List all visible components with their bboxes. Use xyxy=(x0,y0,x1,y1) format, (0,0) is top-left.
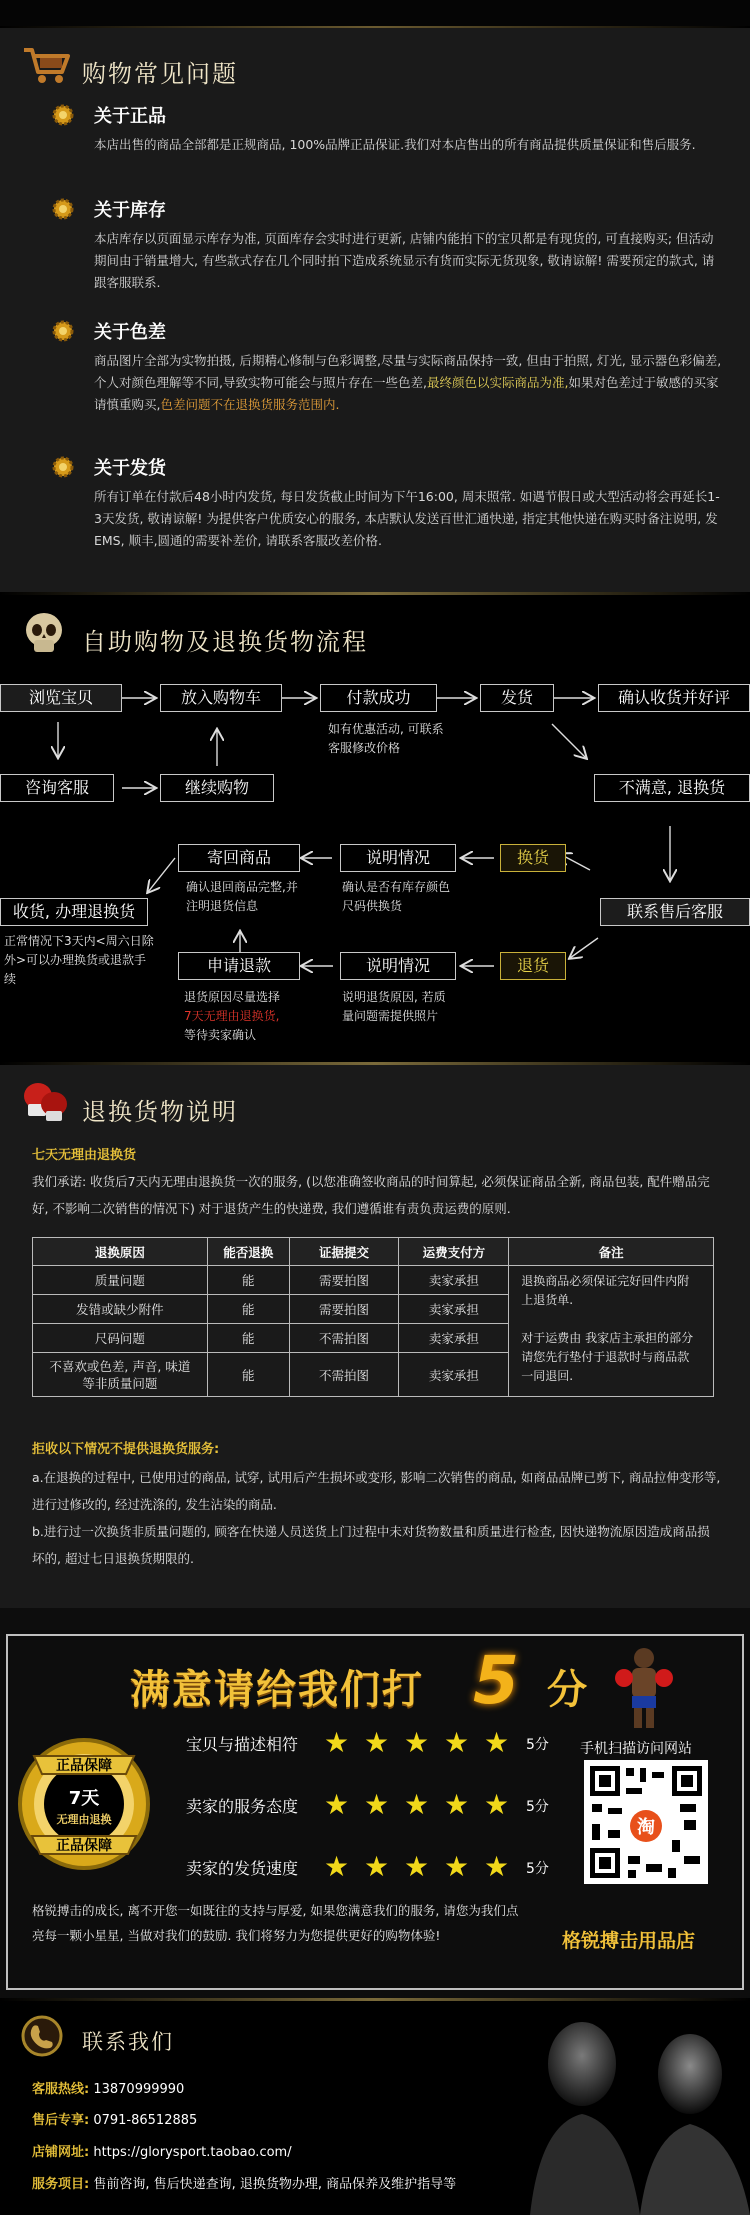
step-explain-refund: 说明情况 xyxy=(340,952,456,980)
step-continue: 继续购物 xyxy=(160,774,274,802)
step-aftersale: 联系售后客服 xyxy=(600,898,750,926)
star-icon: ★ xyxy=(324,1850,350,1883)
table-cell: 需要拍图 xyxy=(289,1266,399,1295)
star-rating xyxy=(324,1726,524,1760)
table-cell: 能 xyxy=(207,1266,289,1295)
step-ship: 发货 xyxy=(480,684,554,712)
step-confirm: 确认收货并好评 xyxy=(598,684,750,712)
faq-item-text: 商品图片全部为实物拍摄, 后期精心修制与色彩调整,尽量与实际商品保持一致, 但由于拍照, 灯光, 显示器色彩偏差, 个人对颜色理解等不同,导致实物可能会与照片存在一些色差,最终颜色以实际商品为准,如果对色差过于敏感的买家请慎重购买,色差问题不在退换货服务范围内. xyxy=(94,353,722,412)
no-return-a: a.在退换的过程中, 已使用过的商品, 试穿, 试用后产生损坏或变形, 影响二次销售的商品, 如商品品牌已剪下, 商品拉伸变形等, 进行过修改的, 经过洗涤的, 发生沾染的商品. xyxy=(32,1470,721,1512)
rating-label: 宝贝与描述相符 xyxy=(186,1735,299,1754)
qr-code-icon[interactable] xyxy=(584,1760,708,1884)
returns-section xyxy=(0,1062,750,1608)
boxer-figure-icon xyxy=(612,1644,676,1730)
table-cell: 不喜欢或色差, 声音, 味道等非质量问题 xyxy=(33,1353,208,1397)
contact-title: 联系我们 xyxy=(82,2030,174,2054)
faq-item-title: 关于发货 xyxy=(94,458,166,479)
star-rating xyxy=(324,1850,524,1884)
rating-score: 5分 xyxy=(526,1799,549,1815)
table-header: 证据提交 xyxy=(289,1238,399,1266)
table-header: 运费支付方 xyxy=(399,1238,509,1266)
shopping-cart-icon xyxy=(22,44,72,86)
star-icon: ★ xyxy=(444,1850,470,1883)
star-rating xyxy=(324,1788,524,1822)
shop-url-line: 店铺网址: https://glorysport.taobao.com/ xyxy=(32,2145,292,2160)
seven-day-note: 7天无理由退换货, xyxy=(184,1009,280,1023)
section-divider xyxy=(0,1062,750,1065)
star-icon: ★ xyxy=(484,1788,510,1821)
table-header: 能否退换 xyxy=(207,1238,289,1266)
phone-icon xyxy=(20,2014,64,2058)
star-icon: ★ xyxy=(324,1726,350,1759)
color-final-note: 最终颜色以实际商品为准, xyxy=(426,375,569,390)
step-browse: 浏览宝贝 xyxy=(0,684,122,712)
star-icon: ★ xyxy=(404,1788,430,1821)
step-cart: 放入购物车 xyxy=(160,684,282,712)
rating-row-service xyxy=(186,1788,566,1822)
table-cell: 尺码问题 xyxy=(33,1324,208,1353)
rating-row-description xyxy=(186,1726,566,1760)
table-row xyxy=(33,1266,714,1295)
returns-subtitle: 七天无理由退换货 xyxy=(32,1148,137,1163)
step-explain-exchange: 说明情况 xyxy=(340,844,456,872)
returns-table xyxy=(32,1237,714,1397)
step-exchange: 换货 xyxy=(500,844,566,872)
rating-title: 满意请给我们打 xyxy=(130,1667,424,1713)
aftersale-number[interactable]: 0791-86512885 xyxy=(93,2113,198,2128)
star-icon: ★ xyxy=(404,1850,430,1883)
section-divider xyxy=(0,1998,750,2001)
step-consult: 咨询客服 xyxy=(0,774,114,802)
star-icon: ★ xyxy=(364,1850,390,1883)
contact-section xyxy=(0,1998,750,2215)
no-return-title: 拒收以下情况不提供退换货服务: xyxy=(32,1442,220,1457)
table-cell: 卖家承担 xyxy=(399,1266,509,1295)
faq-item-text: 本店出售的商品全部都是正规商品, 100%品牌正品保证.我们对本店售出的所有商品提供质量保证和售后服务. xyxy=(94,137,696,152)
receive-note: 正常情况下3天内<周六日除外>可以办理换货或退款手续 xyxy=(4,934,154,986)
explain-exchange-note: 确认是否有库存颜色尺码供换货 xyxy=(342,880,451,913)
gear-bullet-icon xyxy=(52,198,74,220)
table-header: 退换原因 xyxy=(33,1238,208,1266)
badge-top-text: 正品保障 xyxy=(56,1758,112,1774)
table-header-row xyxy=(33,1238,714,1266)
table-cell: 质量问题 xyxy=(33,1266,208,1295)
table-cell: 不需拍图 xyxy=(289,1353,399,1397)
badge-bottom-text: 正品保障 xyxy=(56,1838,112,1854)
faq-item-text: 所有订单在付款后48小时内发货, 每日发货截止时间为下午16:00, 周末照常. 如遇节假日或大型活动将会再延长1-3天发货, 敬请谅解! 为提供客户优质安心的服务, 本店默认发送百世汇通快递, 指定其他快递在购买时备注说明, 发EMS, 顺丰,圆通的需要补差价, 请联系客服改差价格. xyxy=(94,489,720,548)
send-back-note: 确认退回商品完整,并注明退货信息 xyxy=(186,880,298,913)
step-refund: 退货 xyxy=(500,952,566,980)
faq-item-text: 本店库存以页面显示库存为准, 页面库存会实时进行更新, 店铺内能拍下的宝贝都是有现货的, 可直接购买; 但活动期间由于销量增大, 有些款式存在几个同时拍下造成系统显示有货而实际无货现象, 敬请谅解! 需要预定的款式, 请跟客服联系. xyxy=(94,231,715,290)
star-icon: ★ xyxy=(364,1788,390,1821)
table-cell: 需要拍图 xyxy=(289,1295,399,1324)
rating-five: 5 xyxy=(473,1642,519,1719)
gear-bullet-icon xyxy=(52,320,74,342)
top-divider xyxy=(0,26,750,28)
hotline-line: 客服热线: 13870999990 xyxy=(32,2082,185,2097)
badge-mid-text-b: 无理由退换 xyxy=(56,1813,112,1826)
step-apply-refund: 申请退款 xyxy=(178,952,300,980)
badge-mid-text-a: 7天 xyxy=(68,1788,100,1809)
table-cell: 能 xyxy=(207,1353,289,1397)
rating-score: 5分 xyxy=(526,1737,549,1753)
taobao-badge-text: 淘 xyxy=(637,1817,655,1838)
qr-label: 手机扫描访问网站 xyxy=(580,1741,692,1757)
star-icon: ★ xyxy=(404,1726,430,1759)
rating-thanks: 格锐搏击的成长, 离不开您一如既往的支持与厚爱, 如果您满意我们的服务, 请您为我们点亮每一颗小星星, 当做对我们的鼓励. 我们将努力为您提供更好的购物体验! xyxy=(32,1903,519,1943)
color-exclusion-note: 色差问题不在退换货服务范围内. xyxy=(160,397,340,412)
table-cell: 卖家承担 xyxy=(399,1295,509,1324)
table-cell: 卖家承担 xyxy=(399,1324,509,1353)
returns-promise: 我们承诺: 收货后7天内无理由退换货一次的服务, (以您准确签收商品的时间算起, 必须保证商品全新, 商品包装, 配件赠品完好, 不影响二次销售的情况下) 对于退货产生的快递费, 我们遵循谁有责负责运费的原则. xyxy=(32,1174,710,1216)
faq-item-title: 关于色差 xyxy=(94,322,166,343)
star-icon: ★ xyxy=(484,1850,510,1883)
gear-bullet-icon xyxy=(52,104,74,126)
apply-refund-note: 退货原因尽量选择 7天无理由退换货, 等待卖家确认 xyxy=(184,990,281,1042)
authentic-guarantee-badge xyxy=(14,1726,154,1882)
faq-section xyxy=(0,0,750,592)
table-cell: 能 xyxy=(207,1324,289,1353)
table-cell: 发错或缺少附件 xyxy=(33,1295,208,1324)
step-receive: 收货, 办理退换货 xyxy=(0,898,148,926)
process-title: 自助购物及退换货物流程 xyxy=(82,628,368,656)
pay-note: 如有优惠活动, 可联系客服修改价格 xyxy=(328,722,444,755)
faq-item-title: 关于库存 xyxy=(94,200,166,221)
boxer-portraits-image xyxy=(530,2004,750,2215)
table-cell: 能 xyxy=(207,1295,289,1324)
returns-title: 退换货物说明 xyxy=(82,1098,238,1126)
rating-fen: 分 xyxy=(547,1667,587,1713)
boxing-gloves-icon xyxy=(20,1078,70,1124)
table-remark: 退换商品必须保证完好回件内附上退货单. 对于运费由 我家店主承担的部分请您先行垫付于退款时与商品款一同退回. xyxy=(509,1266,714,1397)
top-bar xyxy=(0,0,750,26)
table-cell: 不需拍图 xyxy=(289,1324,399,1353)
rating-score: 5分 xyxy=(526,1861,549,1877)
shop-url-link[interactable]: https://glorysport.taobao.com/ xyxy=(93,2145,292,2160)
no-return-b: b.进行过一次换货非质量问题的, 顾客在快递人员送货上门过程中未对货物数量和质量进行检查, 因快递物流原因造成商品损坏的, 超过七日退换货期限的. xyxy=(32,1524,710,1566)
rating-label: 卖家的服务态度 xyxy=(186,1797,299,1816)
table-cell: 卖家承担 xyxy=(399,1353,509,1397)
table-header: 备注 xyxy=(509,1238,714,1266)
process-section xyxy=(0,592,750,1062)
star-icon: ★ xyxy=(484,1726,510,1759)
explain-refund-note: 说明退货原因, 若质量问题需提供照片 xyxy=(342,990,446,1023)
star-icon: ★ xyxy=(364,1726,390,1759)
rating-row-shipping xyxy=(186,1850,566,1884)
faq-item-title: 关于正品 xyxy=(94,106,166,127)
step-send-back: 寄回商品 xyxy=(178,844,300,872)
aftersale-line: 售后专享: 0791-86512885 xyxy=(32,2113,198,2128)
star-icon: ★ xyxy=(444,1726,470,1759)
star-icon: ★ xyxy=(444,1788,470,1821)
service-line: 服务项目: 售前咨询, 售后快递查询, 退换货物办理, 商品保养及维护指导等 xyxy=(32,2177,457,2192)
step-pay: 付款成功 xyxy=(320,684,437,712)
gear-bullet-icon xyxy=(52,456,74,478)
hotline-number[interactable]: 13870999990 xyxy=(93,2082,185,2097)
step-unhappy: 不满意, 退换货 xyxy=(594,774,750,802)
star-icon: ★ xyxy=(324,1788,350,1821)
shop-name: 格锐搏击用品店 xyxy=(562,1930,696,1952)
rating-section xyxy=(0,1608,750,1998)
rating-label: 卖家的发货速度 xyxy=(186,1859,299,1878)
faq-title: 购物常见问题 xyxy=(82,60,238,88)
